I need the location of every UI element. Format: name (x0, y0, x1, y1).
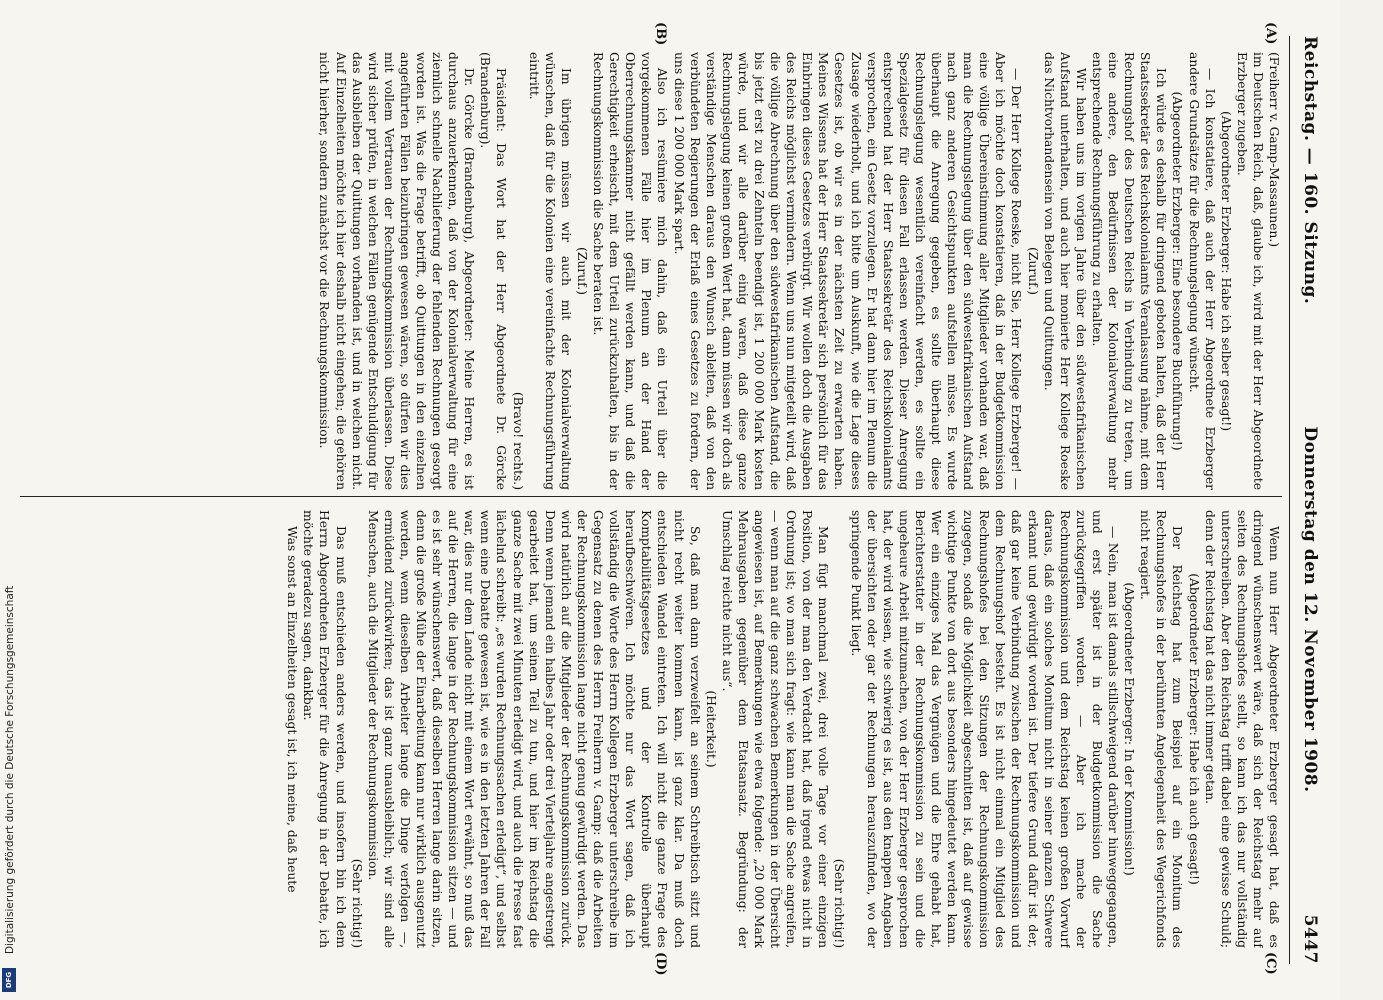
credit-text: Digitalisierung gefördert durch die Deutsche Forschungsgemeinschaft (4, 585, 16, 954)
paragraph: (Abgeordneter Erzberger: Habe ich auch gesagt!) (1186, 573, 1201, 885)
paragraph: Also ich resümiere mich dahin, daß ein Urteil über die vorgekommenen Fälle hier im Plenum an der Hand der Oberrechnungskammer nicht gefällt werden kann, und daß die Gerechtigkeit erheischt, mit dem Urteil zurückzuhalten, bis in der Rechnungskommission die Sache beraten ist. (591, 52, 670, 490)
paragraph: So, daß man dann verzweifelt an seinem Schreibtisch sitzt und nicht recht weiter kommen kann, ist ganz klar. Da muß doch entschieden Wandel eintreten. Ich will nicht die ganze Frage des Komptabilitätsgesetzes und der Kontrolle überhaupt heraufbeschwören. Ich möchte nur das Wort sagen, daß ich vollständig die Worte des Herrn Kollegen Erzberger unterschreibe im Gegensatz zu denen des Herrn Freiherrn v. Gamp: daß die Arbeiten der Rechnungskommission lange nicht genug gewürdigt werden. Das wird natürlich auf die Mitglieder der Rechnungskommission zurück. Denn wenn jemand ein halbes Jahr oder drei Vierteljahre angestrengt gearbeitet hat, um seinen Teil zu tun, und hier im Reichstag die ganze Sache mit zwei Minuten erledigt wird, und auch die Presse fast lächelnd schreibt: „es wurden Rechnungssachen erledigt“, und selbst wenn eine Debatte gewesen ist, wie es in den letzten Jahren der Fall war, dies nur dem Lande nicht mit einem Wort erwähnt, so muß das auf die Herren, die lange in der Rechnungskommission sitzen — und es ist sehr wünschenswert, daß dieselben Herren lange darin sitzen, denn die große Mühe der Einarbeitung kann nur wirklich ausgenutzt werden, wenn dieselben Arbeiter lange die Dinge verfolgen —, ermüdend zurückwirken; das ist ganz unausbleiblich; wir sind alle Menschen, auch die Mitglieder der Rechnungskommission. (365, 510, 702, 948)
header-left: Reichstag. — 160. Sitzung. (1300, 36, 1320, 305)
logo-text: DFG (5, 971, 13, 989)
paragraph: (Heiterkeit.) (703, 690, 718, 768)
right-text-column (14, 510, 1282, 948)
page-number: 5447 (1300, 914, 1320, 964)
paragraph: Man fügt manchmal zwei, drei volle Tage vor einer einzigen Position, von der man den Verdacht hat, daß irgend etwas nicht in Ordnung ist; wo man sich fragt: wie kann man die Sache angreifen, — wenn man auf die ganz schwachen Bemerkungen in der Übersicht angewiesen ist, auf Bemerkungen wie etwa folgende: „20 000 Mark Mehrausgaben gegenüber dem Etatsansatz. Begründung: der Umschlag reichte nicht aus“. (719, 510, 831, 948)
column-divider (20, 496, 1282, 497)
paragraph: Der Reichstag hat zum Beispiel auf ein Monitum des Rechnungshofes in der berühmten Angelegenheit des Wegerichfonds nicht reagiert. (1138, 510, 1185, 948)
margin-mark-c: (C) (1263, 952, 1278, 975)
paragraph: (Sehr richtig!) (832, 858, 847, 948)
paragraph: — Nein, man ist damals stillschweigend darüber hinweggegangen, und erst später ist in der Budgetkommission die Sache zurückgegriffen worden. — Aber ich mache der Rechnungskommission und dem Reichstag keinen großen Vorwurf daraus, daß ein solches Monitum nicht in seiner ganzen Schwere erkannt und gewürdigt worden ist. Der tiefere Grund dafür ist der, daß gar keine Verbindung zwischen der Rechnungskommission und dem Rechnungshof besteht. Es ist nicht einmal ein Mitglied des Rechnungshofes bei den Sitzungen der Rechnungskommission zugegen, sodaß die Möglichkeit abgeschnitten ist, daß auf gewisse wichtige Punkte von dort aus besonders hingedeutet werden kann. Wer ein einziges Mal das Vergnügen und die Ehre gehabt hat, Berichterstatter in der Rechnungskommission zu sein und die ungeheure Arbeit mitzumachen, von der Herr Erzberger gesprochen hat, der wird wissen, wie schwierig es ist, aus den knappen Angaben der übersichten oder gar der Rechnungen herauszufinden, wo der springende Punkt liegt. (848, 510, 1121, 948)
paragraph: Wir haben uns im vorigen Jahre über den südwestafrikanischen Aufstand unterhalten, und auch hier monierte Herr Kollege Roeske das Nichtvorhandensein von Belegen und Quittungen. (1041, 52, 1088, 490)
paragraph: (Zuruf.) (1025, 247, 1040, 295)
paragraph: (Abgeordneter Erzberger: Eine besondere Buchführung!) (1170, 91, 1185, 451)
paragraph: Wenn nun Herr Abgeordneter Erzberger gesagt hat, daß es dringend wünschenswert wäre, daß sich der Reichstag mehr auf seiten des Rechnungshofes stellt, so kann ich das nur vollständig unterschreiben. Aber den Reichstag trifft dabei eine gewisse Schuld; denn der Reichstag hat das nicht immer getan. (1202, 510, 1281, 948)
paragraph: (Sehr richtig!) (349, 858, 364, 948)
paragraph: (Bravo! rechts.) (510, 391, 525, 490)
left-text-column (14, 52, 1282, 490)
paragraph: (Freiherr v. Gamp-Massaunen.) (1267, 52, 1281, 248)
page-header (1294, 36, 1326, 964)
paragraph: im Deutschen Reich, daß, glaube ich, wird mit der Herr Abgeordnete Erzberger zugeben. (1234, 52, 1265, 490)
dfg-logo-icon (2, 968, 16, 992)
paragraph: Im übrigen müssen wir auch mit der Kolonialverwaltung wünschen, daß für die Kolonien eine vereinfachte Rechnungsführung eintritt. (526, 52, 573, 490)
margin-mark-b: (B) (653, 22, 668, 46)
paragraph: Ich würde es deshalb für dringend geboten halten, daß der Herr Staatssekretär des Reichskolonialamts Veranlassung nähme, mit dem Rechnungshof des Deutschen Reichs in Verbindung zu treten, um eine andere, den Bedürfnissen der Kolonialverwaltung mehr entsprechende Rechnungsführung zu erhalten. (1089, 52, 1169, 490)
paragraph: Was sonst an Einzelheiten gesagt ist, ich meine, daß heute (285, 526, 300, 893)
margin-mark-a: (A) (1263, 22, 1278, 45)
paragraph: Das muß entschieden anders werden, und insofern bin ich dem Herrn Abgeordneten Erzberger für die Anregung in der Debatte, ich möchte geradezu sagen, dankbar. (301, 510, 348, 948)
digitization-credit (2, 14, 16, 994)
margin-mark-d: (D) (653, 952, 668, 976)
paragraph: — Ich konstatiere, daß auch der Herr Abgeordnete Erzberger andere Grundsätze für die Rechnungslegung wünscht. (1186, 52, 1217, 490)
header-date: Donnerstag den 12. November 1908. (1300, 426, 1320, 793)
paragraph: (Zuruf.) (574, 247, 589, 295)
paragraph: Präsident: Das Wort hat der Herr Abgeordnete Dr. Görcke (Brandenburg). (478, 52, 509, 490)
paragraph: Dr. Görcke (Brandenburg), Abgeordneter: Meine Herren, es ist durchaus anzuerkennen, daß von der Kolonialverwaltung für eine ziemlich schnelle Nachlieferung der fehlenden Rechnungen gesorgt worden ist. Was die Frage betrifft, ob Quittungen in den einzelnen angeführten Fällen beizubringen gewesen wären, so dürfen wir dies mit vollem Vertrauen der Rechnungskommission überlassen. Diese wird sicher prüfen, in welchen Fällen genügende Entschuldigung für das Ausbleiben der Quittungen vorhanden ist, und in welchen nicht. Auf Einzelheiten möchte ich hier deshalb nicht eingehen; die gehören nicht hierher, sondern zunächst vor die Rechnungskommission. (317, 52, 477, 490)
header-rule (1289, 36, 1290, 964)
paragraph: (Abgeordneter Erzberger: In der Kommission!) (1122, 582, 1137, 876)
paragraph: — Der Herr Kollege Roeske, nicht Sie, Herr Kollege Erzberger! — Aber ich möchte doch konstatieren, daß in der Budgetkommission eine völlige Übereinstimmung aller Mitglieder vorhanden war, daß man die Rechnungslegung über den südwestafrikanischen Aufstand nach ganz anderen Gesichtspunkten aufstellen müsse. Es wurde überhaupt die Anregung gegeben, es sollte überhaupt diese Rechnungslegung wesentlich vereinfacht werden, es sollte ein Spezialgesetz für diesen Fall erlassen werden. Dieser Anregung entsprechend hat der Herr Staatssekretär des Reichskolonialamts versprochen, ein Gesetz vorzulegen. Er hat dann hier im Plenum die Zusage wiederholt, und ich bitte um Auskunft, wie die Lage dieses Gesetzes ist, ob wir es in der nächsten Zeit zu erwarten haben. Meines Wissens hat der Herr Staatssekretär sich persönlich für das Einbringen dieses Gesetzes verbürgt. Wir wollen doch die Ausgaben des Reichs möglichst vermindern. Wenn uns nun mitgeteilt wird, daß die völlige Abrechnung über den südwestafrikanischen Aufstand, die bis jetzt erst zu drei Zehnteln beendigt ist, 1 200 000 Mark kosten würde, und wir alle darüber einig waren, daß diese ganze Rechnungslegung keinen großen Wert hat, dann müssen wir doch als verständige Menschen daraus den Wunsch ableiten, daß von den verbündeten Regierungen der Erlaß eines Gesetzes zu fordern, der uns diese 1 200 000 Mark spart. (671, 52, 1024, 490)
paragraph: (Abgeordneter Erzberger: Habe ich selber gesagt!) (1218, 110, 1233, 432)
